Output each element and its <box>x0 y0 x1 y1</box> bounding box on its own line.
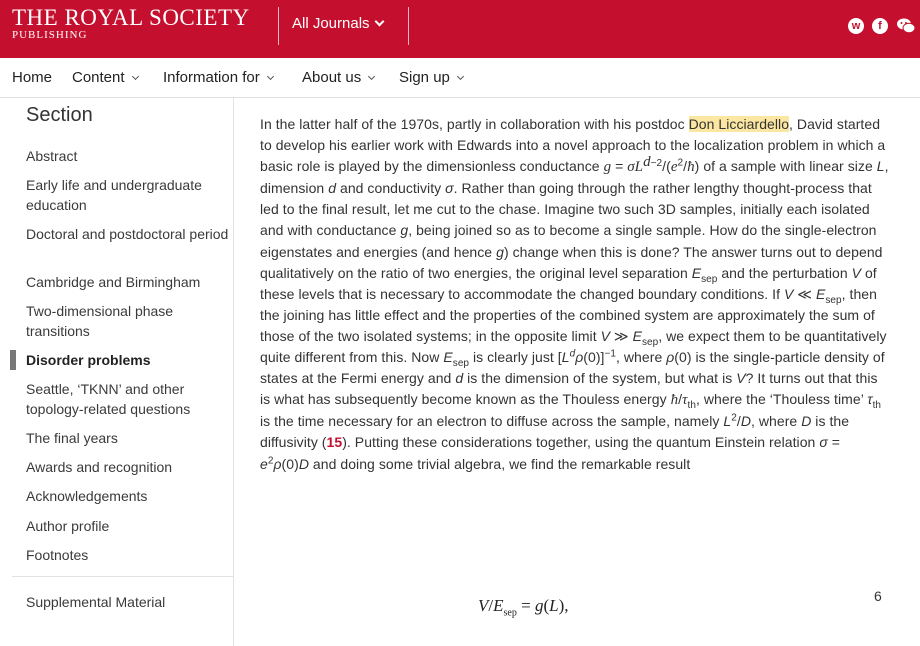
sidebar-divider <box>12 576 234 577</box>
active-indicator <box>10 350 16 370</box>
equation: $V/E_{sep} = g(L)$, <box>478 596 569 619</box>
chevron-down-icon <box>368 73 375 80</box>
chevron-down-icon <box>457 73 464 80</box>
site-header: THE ROYAL SOCIETY PUBLISHING All Journals w f <box>0 0 920 58</box>
sidebar-item-supplemental[interactable]: Supplemental Material <box>26 594 166 610</box>
sidebar-item-2d-phase[interactable]: Two-dimensional phase transitions <box>26 303 174 339</box>
all-journals-dropdown[interactable] <box>292 15 383 32</box>
royal-society-logo[interactable] <box>12 6 250 41</box>
sidebar-item-seattle[interactable]: Seattle, ‘TKNN’ and other topology-related questions <box>26 381 191 417</box>
nav-home-label: Home <box>12 69 53 86</box>
nav-information-for[interactable] <box>163 69 273 86</box>
nav-about-us[interactable] <box>302 69 374 86</box>
section-sidebar <box>0 98 234 646</box>
brand-sub: PUBLISHING <box>12 29 88 41</box>
nav-signup-label: Sign up <box>399 69 450 86</box>
sidebar-title: Section <box>26 104 93 126</box>
reference-link[interactable]: 15 <box>326 434 343 451</box>
sidebar-item-doctoral[interactable]: Doctoral and postdoctoral period <box>26 226 229 242</box>
chevron-down-icon <box>374 17 384 27</box>
article-paragraph: In the latter half of the 1970s, partly in collaboration with his postdoc Don Licciardello, David started to develop his earlier work with Edwards into a novel approach to the localization problem in which a basic role is played by the dimensionless conductance $g = \sigma L^{d-2}/(e^2/ħ)$ of a sample with linear size L, dimension d and conductivity σ. Rather than going through the rather lengthy thought-process that led to the final result, let me cut to the chase. Imagine two such 3D samples, initially each isolated and with conductance g, being joined so as to become a single sample. How do the single-electron eigenstates and energies (and hence g) change when this is done? The answer turns out to depend qualitatively on the ratio of two energies, the original level separation $E_{sep}$ and the perturbation V of these levels that is necessary to accommodate the changed boundary conditions. If V ≪ $E_{sep}$, then the joining has little effect and the properties of the combined system are approximately the sum of those of the two isolated systems; in the opposite limit V ≫ $E_{sep}$, we expect them to be quantitatively quite different from this. Now $E_{sep}$ is clearly just $[L^d\rho(0)]^{-1}$, where ρ(0) is the single-particle density of states at the Fermi energy and d is the dimension of the system, but what is V? It turns out that this is what has subsequently become known as the Thouless energy $ħ/\tau_{th}$, where the ‘Thouless time’ $\tau_{th}$ is the time necessary for an electron to diffuse across the sample, namely $L^2/D$, where D is the diffusivity (15). Putting these considerations together, using the quantum Einstein relation $\sigma = e^2\rho(0)D$ and doing some trivial algebra, we find the remarkable result <box>260 116 889 472</box>
sidebar-item-abstract[interactable]: Abstract <box>26 148 78 164</box>
nav-content-label: Content <box>72 69 125 86</box>
nav-information-label: Information for <box>163 69 260 86</box>
chevron-down-icon <box>267 73 274 80</box>
sidebar-item-early-life[interactable]: Early life and undergraduate education <box>26 177 202 213</box>
nav-about-label: About us <box>302 69 362 86</box>
sidebar-item-disorder[interactable]: Disorder problems <box>26 352 151 368</box>
nav-home[interactable] <box>12 69 52 86</box>
sidebar-item-cambridge[interactable]: Cambridge and Birmingham <box>26 274 201 290</box>
article-body <box>260 114 890 475</box>
author-link-highlight[interactable]: Don Licciardello <box>688 116 790 132</box>
sidebar-item-footnotes[interactable]: Footnotes <box>26 547 89 563</box>
all-journals-label: All Journals <box>292 15 370 32</box>
chevron-down-icon <box>132 73 139 80</box>
divider <box>408 7 409 45</box>
brand-main: THE ROYAL SOCIETY <box>12 5 250 30</box>
sidebar-item-final-years[interactable]: The final years <box>26 430 118 446</box>
main-nav <box>0 58 920 98</box>
sidebar-item-author-profile[interactable]: Author profile <box>26 518 110 534</box>
equation-number: 6 <box>874 588 882 604</box>
nav-content[interactable] <box>72 69 138 86</box>
nav-sign-up[interactable] <box>399 69 463 86</box>
sidebar-item-acknowledgements[interactable]: Acknowledgements <box>26 488 148 504</box>
divider <box>278 7 279 45</box>
sidebar-item-awards[interactable]: Awards and recognition <box>26 459 173 475</box>
